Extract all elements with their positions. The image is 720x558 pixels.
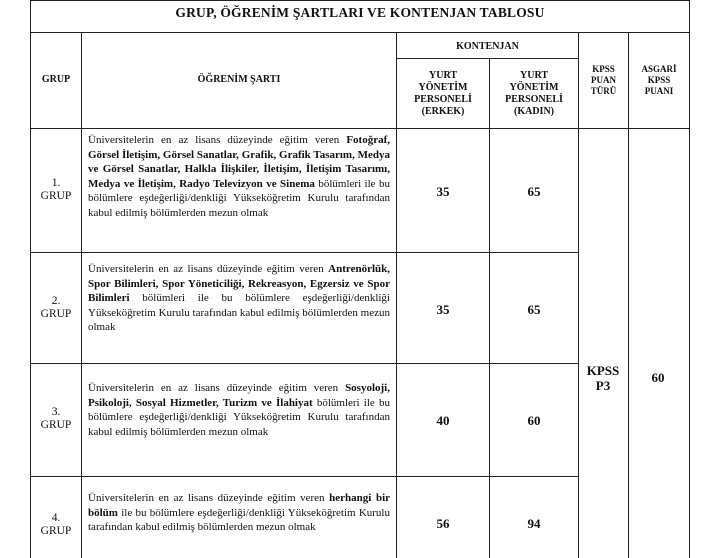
- header-divider: [30, 128, 690, 129]
- header-kadin-line: PERSONELİ: [505, 94, 563, 105]
- group-label: [31, 177, 81, 203]
- ogrenim-sarti-text: [88, 491, 390, 535]
- header-asgari: [629, 64, 689, 97]
- header-asgari-line: KPSS: [647, 75, 671, 85]
- header-grup: GRUP: [41, 74, 71, 85]
- header-kadin: [490, 70, 578, 118]
- group-word: GRUP: [40, 308, 72, 320]
- group-number: 4.: [51, 512, 61, 524]
- header-asgari-line: ASGARİ: [641, 64, 677, 74]
- text-segment: Üniversitelerin en az lisans düzeyinde eğitim veren: [88, 382, 346, 394]
- kontenjan-kadin: 65: [527, 184, 541, 199]
- asgari-kpss-puani-value: 60: [651, 370, 665, 385]
- text-segment-bold: Sosyoloji, Psikoloji, Sosyal Hizmetler, Turizm ve İlahiyat: [88, 382, 390, 409]
- group-label: [31, 295, 81, 321]
- kontenjan-kadin: 65: [527, 302, 541, 317]
- table-title: GRUP, ÖĞRENİM ŞARTLARI VE KONTENJAN TABLOSU: [175, 5, 545, 20]
- header-asgari-line: PUANI: [644, 86, 674, 96]
- row-divider-2: [30, 363, 578, 364]
- header-erkek-line: YURT: [429, 70, 457, 81]
- text-segment: ile bu bölümlere eşdeğerliği/denkliği Yükseköğretim Kurulu tarafından kabul edilmiş bölümlerden mezun olmak: [88, 506, 390, 534]
- kpss-line: P3: [595, 378, 611, 393]
- col-divider-5: [628, 32, 629, 558]
- header-puan-turu-line: KPSS: [592, 64, 615, 74]
- ogrenim-sarti-text: [88, 381, 390, 439]
- kontenjan-erkek: 56: [436, 516, 450, 531]
- header-kadin-line: (KADIN): [514, 106, 554, 117]
- header-kadin-line: YÖNETİM: [509, 82, 559, 93]
- header-kadin-line: YURT: [520, 70, 548, 81]
- text-segment: Üniversitelerin en az lisans düzeyinde eğitim veren: [88, 263, 329, 275]
- kontenjan-erkek: 40: [436, 413, 450, 428]
- text-segment: bölümleri ile bu bölümlere eşdeğerliği/denkliği Yükseköğretim Kurulu tarafından kabul edilmiş bölümlerden mezun olmak: [88, 292, 390, 334]
- ogrenim-sarti-text: [88, 262, 390, 335]
- text-segment-bold: Fotoğraf, Görsel İletişim, Görsel Sanatlar, Grafik, Grafik Tasarım, Medya ve Görsel Sanatlar, Halkla İlişkiler, İletişim, İletişim Tasarımı, Medya ve İletişim, Radyo Televizyon ve Sinema: [88, 134, 390, 190]
- kontenjan-erkek: 35: [436, 302, 450, 317]
- header-erkek-line: YÖNETİM: [418, 82, 468, 93]
- kontenjan-divider: [396, 58, 578, 59]
- text-segment: Üniversitelerin en az lisans düzeyinde eğitim veren: [88, 134, 347, 146]
- ogrenim-sarti-text: [88, 133, 390, 221]
- kontenjan-erkek: 35: [436, 184, 450, 199]
- kpss-line: KPSS: [586, 363, 620, 378]
- group-word: GRUP: [40, 525, 72, 537]
- kpss-puan-turu-value: [578, 363, 628, 393]
- kontenjan-kadin: 60: [527, 413, 541, 428]
- header-puan-turu-line: PUAN: [591, 75, 616, 85]
- group-label: [31, 512, 81, 538]
- header-erkek-line: (ERKEK): [421, 106, 465, 117]
- kontenjan-kadin: 94: [527, 516, 541, 531]
- group-word: GRUP: [40, 190, 72, 202]
- table-border-right: [689, 0, 690, 558]
- group-word: GRUP: [40, 419, 72, 431]
- row-divider-1: [30, 252, 578, 253]
- text-segment-bold: herhangi bir bölüm: [88, 492, 391, 519]
- text-segment-bold: Antrenörlük, Spor Bilimleri, Spor Yöneticiliği, Rekreasyon, Egzersiz ve Spor Bilimleri: [88, 263, 390, 305]
- col-divider-4: [578, 32, 579, 558]
- header-erkek-line: PERSONELİ: [414, 94, 472, 105]
- text-segment: Üniversitelerin en az lisans düzeyinde eğitim veren: [88, 492, 330, 504]
- table-border-top: [30, 0, 690, 1]
- text-segment: bölümleri ile bu bölümlere eşdeğerliği/denkliği Yükseköğretim Kurulu tarafından kabul edilmiş bölümlerden mezun olmak: [88, 177, 390, 219]
- header-erkek: [397, 70, 489, 118]
- text-segment: bölümleri ile bu bölümlere eşdeğerliği/denkliği Yükseköğretim Kurulu tarafından kabul edilmiş bölümlerden mezun olmak: [88, 396, 390, 438]
- col-divider-1: [81, 32, 82, 558]
- title-divider: [30, 32, 690, 33]
- header-kontenjan: KONTENJAN: [456, 41, 519, 52]
- row-divider-3: [30, 476, 578, 477]
- header-puan-turu: [579, 64, 628, 97]
- group-number: 2.: [51, 295, 61, 307]
- group-number: 1.: [51, 177, 61, 189]
- group-label: [31, 406, 81, 432]
- header-puan-turu-line: TÜRÜ: [590, 86, 617, 96]
- group-number: 3.: [51, 406, 61, 418]
- header-ogrenim-sarti: ÖĞRENİM ŞARTI: [197, 74, 281, 85]
